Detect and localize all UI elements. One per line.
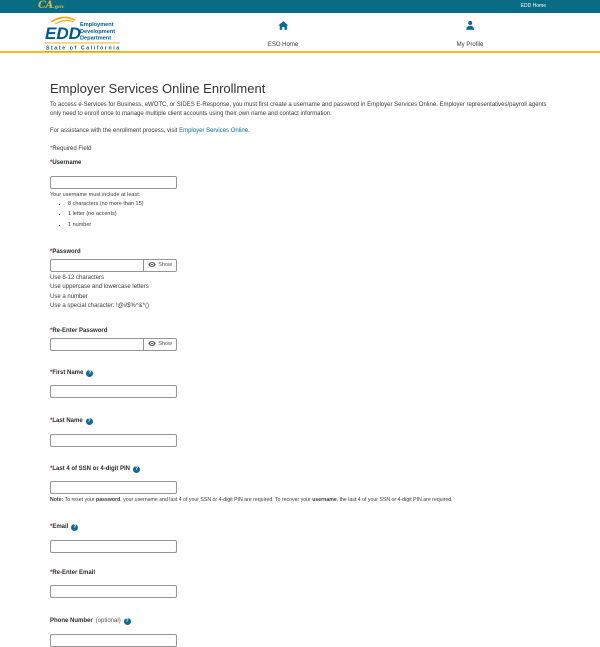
required-asterisk: * — [50, 524, 53, 530]
last-name-label-text: Last Name — [52, 418, 83, 424]
required-asterisk: * — [50, 369, 53, 376]
password-show-label: Show — [158, 262, 172, 268]
reenter-password-input[interactable] — [50, 338, 143, 351]
eye-icon — [148, 341, 156, 348]
edd-logo-line-1: Employment — [80, 22, 114, 28]
last-name-label — [50, 418, 550, 425]
first-name-label-text: First Name — [52, 369, 84, 376]
first-name-group — [50, 370, 550, 399]
username-label — [50, 160, 550, 167]
ssn-pin-group — [50, 466, 550, 505]
password-label — [50, 249, 550, 256]
username-requirement: • 1 number — [68, 222, 550, 228]
help-icon[interactable]: ? — [73, 524, 77, 530]
password-rules — [50, 274, 550, 312]
nav-eso-home[interactable] — [268, 20, 298, 51]
assistance-suffix: . — [248, 128, 250, 134]
eye-icon — [148, 262, 156, 269]
username-requirement: • 8 characters (no more than 15) — [68, 201, 550, 207]
ssn-pin-label — [50, 466, 550, 473]
top-utility-bar — [0, 0, 600, 13]
assistance-prefix: For assistance with the enrollment process, visit — [50, 128, 180, 134]
help-icon[interactable]: ? — [88, 369, 92, 376]
profile-icon — [457, 20, 484, 31]
password-input[interactable] — [50, 259, 143, 272]
required-note-text: Required Field — [52, 146, 92, 152]
last-name-input[interactable] — [50, 434, 177, 447]
help-icon[interactable]: ? — [135, 465, 139, 472]
reenter-email-label-text: Re-Enter Email — [52, 569, 96, 576]
reenter-password-input-group — [50, 338, 177, 351]
first-name-label — [50, 370, 550, 377]
note-bold: Note: — [50, 497, 64, 503]
main-content — [0, 53, 600, 647]
edd-logo-line-2: Development — [80, 28, 116, 35]
ssn-pin-label-text: Last 4 of SSN or 4-digit PIN — [52, 465, 131, 472]
ssn-pin-input[interactable] — [50, 481, 177, 494]
username-requirement: • 1 letter (no accents) — [68, 211, 550, 217]
last-name-group — [50, 418, 550, 447]
username-requirements-title: Your username must include at least: — [50, 191, 141, 198]
required-asterisk: * — [50, 569, 53, 576]
phone-optional-text: (optional) — [95, 618, 121, 624]
site-header — [0, 13, 600, 53]
password-rule: Use a number — [50, 293, 88, 300]
note-text: To reset your — [63, 497, 97, 503]
ca-gov-logo[interactable] — [38, 0, 64, 14]
note-bold: username — [312, 497, 337, 503]
reenter-password-label-text: Re-Enter Password — [52, 327, 108, 334]
phone-input[interactable] — [50, 634, 177, 647]
edd-home-link[interactable]: EDD Home — [520, 3, 546, 9]
help-icon[interactable]: ? — [125, 618, 129, 624]
help-icon[interactable]: ? — [87, 418, 91, 424]
password-input-group — [50, 259, 177, 272]
reenter-password-group — [50, 328, 550, 351]
edd-logo-line-3: Department — [80, 35, 112, 42]
email-label — [50, 524, 550, 531]
password-show-button[interactable] — [143, 259, 177, 272]
required-asterisk: * — [50, 465, 53, 472]
nav-my-profile[interactable] — [457, 20, 484, 51]
edd-logo-graphic — [44, 15, 122, 52]
note-text: , your username and last 4 of your SSN or 4-digit PIN are required. To recover your — [120, 497, 313, 503]
phone-label-text: Phone Number — [50, 618, 93, 624]
required-asterisk: * — [50, 146, 53, 152]
nav-eso-home-label: ESO Home — [267, 42, 299, 48]
home-icon — [268, 20, 298, 31]
phone-group — [50, 618, 550, 647]
employer-services-online-link[interactable]: Employer Services Online — [179, 128, 249, 134]
password-rule: Use uppercase and lowercase letters — [50, 284, 149, 290]
reenter-email-label — [50, 570, 550, 577]
password-group — [50, 249, 550, 312]
reenter-password-label — [50, 328, 550, 335]
reenter-email-group — [50, 570, 550, 599]
note-bold: password — [96, 497, 121, 503]
required-asterisk: * — [50, 248, 53, 255]
ca-gov-logo-main: CA — [38, 0, 53, 11]
note-text: , the last 4 of your SSN or 4-digit PIN are required. — [336, 497, 453, 503]
username-label-text: Username — [52, 160, 82, 166]
email-input[interactable] — [50, 540, 177, 553]
reenter-password-show-button[interactable] — [143, 338, 177, 351]
ssn-pin-note — [50, 497, 550, 504]
phone-label — [50, 618, 550, 625]
edd-acronym: EDD — [45, 24, 81, 43]
first-name-input[interactable] — [50, 385, 177, 398]
assistance-line — [50, 127, 550, 136]
password-rule: Use a special character: !@#$%^&*() — [50, 303, 149, 309]
nav-my-profile-label: My Profile — [456, 42, 484, 48]
username-requirements-list — [50, 201, 550, 228]
edd-logo[interactable] — [44, 15, 122, 57]
edd-tagline: State of California — [46, 45, 121, 52]
required-asterisk: * — [50, 418, 53, 424]
email-label-text: Email — [52, 524, 69, 530]
reenter-password-show-label: Show — [158, 341, 172, 347]
required-asterisk: * — [50, 327, 53, 334]
email-group — [50, 524, 550, 553]
required-asterisk: * — [50, 160, 53, 166]
required-field-note — [50, 145, 550, 153]
username-group — [50, 160, 550, 228]
ca-gov-logo-suffix: .gov — [52, 4, 65, 10]
intro-paragraph: To access e-Services for Business, eWOTC, or SIDES E-Response, you must first create a username and password in Employer Services Online. Employer representatives/payroll agents only need to enroll once to manage multiple client accounts using their own name and contact information. — [50, 102, 547, 117]
username-input[interactable] — [50, 176, 177, 189]
password-rule: Use 8-12 characters — [50, 274, 105, 281]
password-label-text: Password — [52, 248, 81, 255]
page-title: Employer Services Online Enrollment — [50, 81, 266, 96]
reenter-email-input[interactable] — [50, 585, 177, 598]
